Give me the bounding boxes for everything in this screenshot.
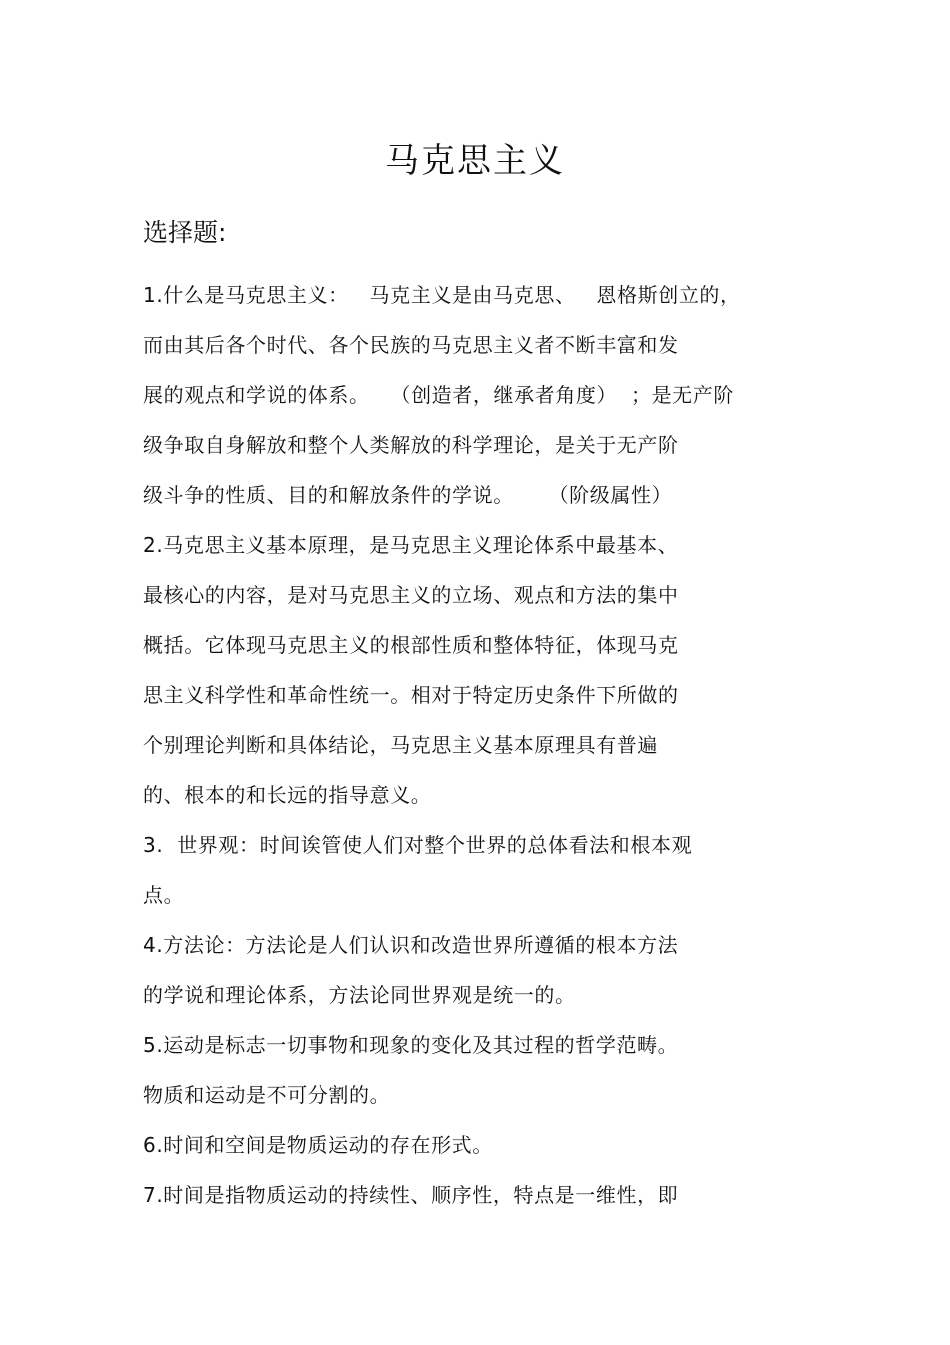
text-line: 5.运动是标志一切事物和现象的变化及其过程的哲学范畴。 (143, 1033, 679, 1057)
text-line: 7.时间是指物质运动的持续性、顺序性，特点是一维性，即 (143, 1183, 679, 1207)
text-line: 4.方法论：方法论是人们认识和改造世界所遵循的根本方法 (143, 933, 679, 957)
text-line: 个别理论判断和具体结论，马克思主义基本原理具有普遍 (143, 733, 658, 757)
text-line: 展的观点和学说的体系。 （创造者，继承者角度） ；是无产阶 (143, 383, 734, 407)
text-line: 物质和运动是不可分割的。 (143, 1083, 391, 1107)
text-line: 级争取自身解放和整个人类解放的科学理论，是关于无产阶 (143, 433, 679, 457)
text-line: 点。 (143, 883, 185, 907)
text-line: 的学说和理论体系，方法论同世界观是统一的。 (143, 983, 576, 1007)
text-line: 最核心的内容，是对马克思主义的立场、观点和方法的集中 (143, 583, 679, 607)
text-line: 的、根本的和长远的指导意义。 (143, 783, 432, 807)
text-line: 而由其后各个时代、各个民族的马克思主义者不断丰富和发 (143, 333, 679, 357)
text-line: 3. 世界观：时间诶管使人们对整个世界的总体看法和根本观 (143, 833, 693, 857)
text-line: 6.时间和空间是物质运动的存在形式。 (143, 1133, 493, 1157)
document-title: 马克思主义 (385, 141, 565, 181)
text-line: 概括。它体现马克思主义的根部性质和整体特征，体现马克 (143, 633, 679, 657)
text-line: 2.马克思主义基本原理，是马克思主义理论体系中最基本、 (143, 533, 679, 557)
text-line: 1.什么是马克思主义： 马克主义是由马克思、 恩格斯创立的， (143, 283, 741, 307)
text-line: 级斗争的性质、目的和解放条件的学说。 （阶级属性） (143, 483, 673, 507)
text-line: 思主义科学性和革命性统一。相对于特定历史条件下所做的 (143, 683, 679, 707)
section-heading: 选择题: (143, 218, 227, 247)
